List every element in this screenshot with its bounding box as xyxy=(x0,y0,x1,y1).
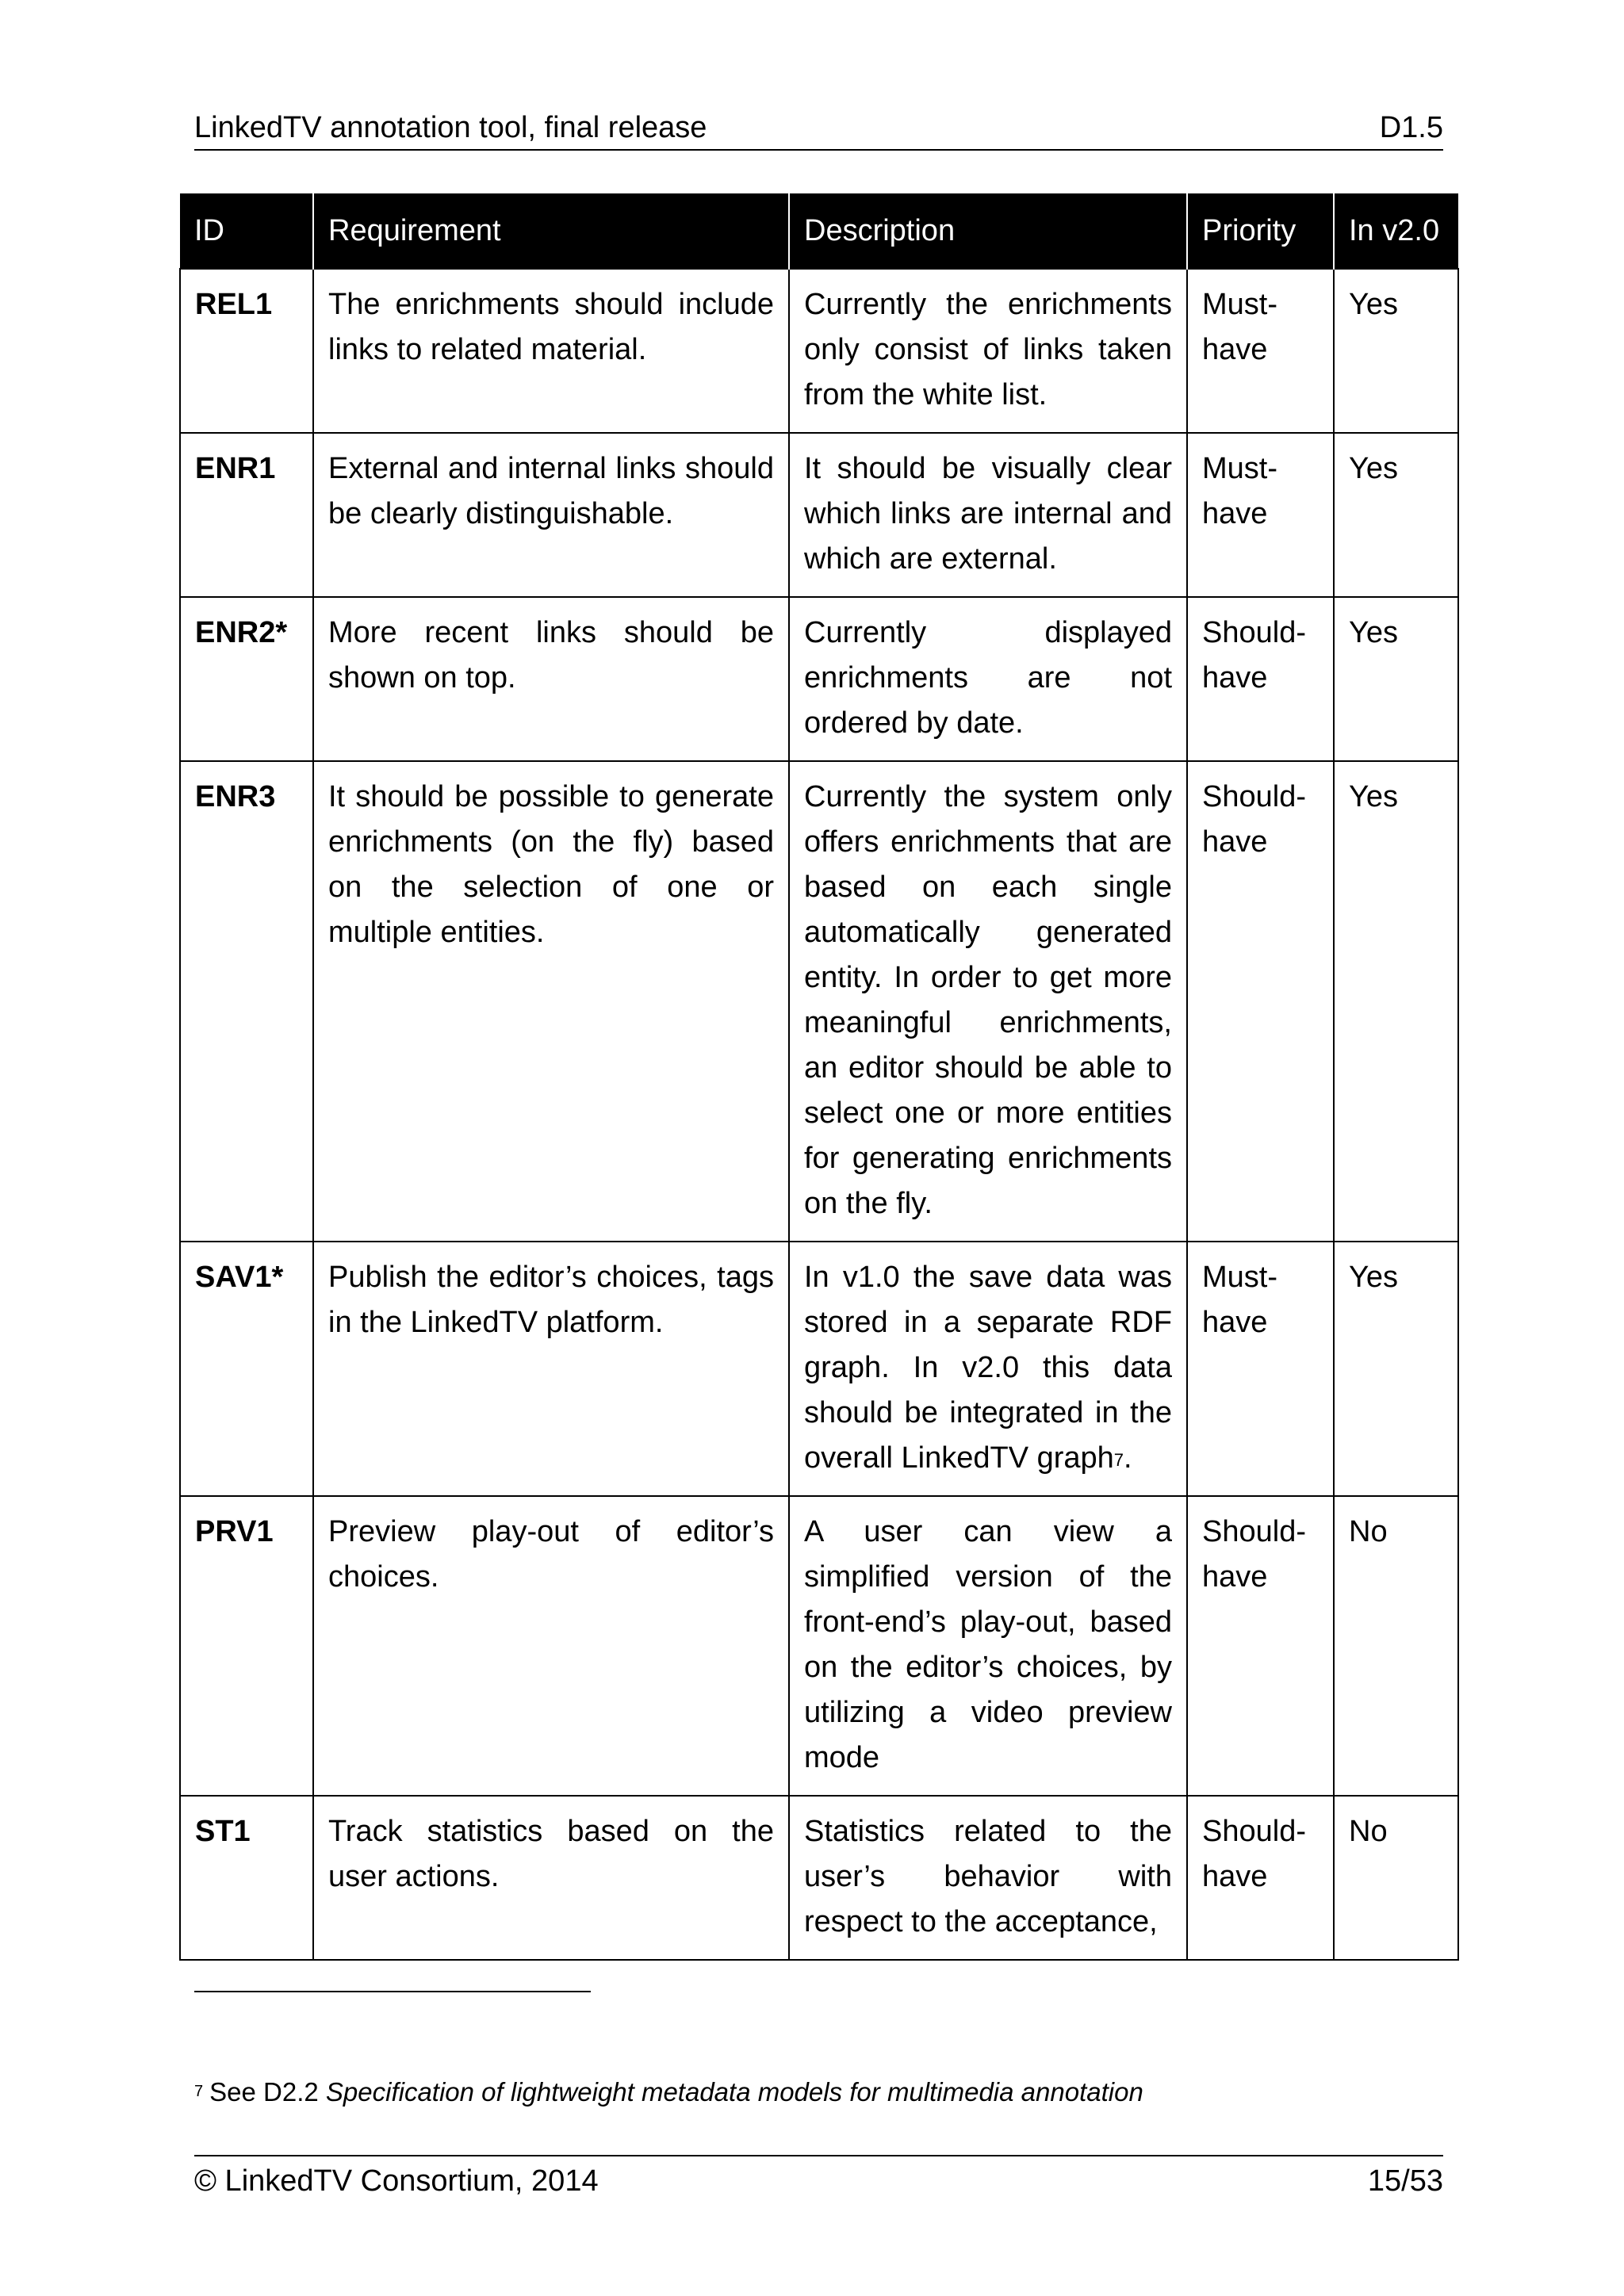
page-number: 15/53 xyxy=(1367,2164,1443,2198)
column-header-id: ID xyxy=(180,193,313,269)
table-body xyxy=(180,269,1458,1960)
document-title: LinkedTV annotation tool, final release xyxy=(194,111,707,144)
requirement-in-v2: No xyxy=(1334,1796,1458,1960)
column-header-requirement: Requirement xyxy=(313,193,789,269)
requirement-text: Track statistics based on the user actions. xyxy=(313,1796,789,1960)
document-id: D1.5 xyxy=(1379,111,1443,144)
requirement-priority: Must-have xyxy=(1187,1242,1334,1496)
footnote-reference: 7 xyxy=(1113,1450,1124,1470)
requirement-description xyxy=(789,1242,1187,1496)
requirement-priority: Should-have xyxy=(1187,761,1334,1242)
requirement-text: More recent links should be shown on top. xyxy=(313,597,789,761)
requirement-description: A user can view a simplified version of the front-end’s play-out, based on the editor’s choices, by utilizing a video preview mode xyxy=(789,1496,1187,1796)
table-row xyxy=(180,269,1458,433)
table-row xyxy=(180,1242,1458,1496)
requirement-description: Currently the enrichments only consist of links taken from the white list. xyxy=(789,269,1187,433)
requirement-priority: Must-have xyxy=(1187,269,1334,433)
copyright-text: © LinkedTV Consortium, 2014 xyxy=(194,2164,599,2198)
requirements-table xyxy=(179,193,1459,1961)
description-tail: . xyxy=(1124,1441,1132,1475)
footnote-prefix: See D2.2 xyxy=(209,2077,326,2107)
requirement-text: The enrichments should include links to related material. xyxy=(313,269,789,433)
column-header-priority: Priority xyxy=(1187,193,1334,269)
requirement-in-v2: No xyxy=(1334,1496,1458,1796)
requirement-id: ENR1 xyxy=(180,433,313,597)
requirement-description: Statistics related to the user’s behavior with respect to the acceptance, xyxy=(789,1796,1187,1960)
table-header-row xyxy=(180,193,1458,269)
table-row xyxy=(180,597,1458,761)
requirement-in-v2: Yes xyxy=(1334,433,1458,597)
requirement-id: PRV1 xyxy=(180,1496,313,1796)
requirement-priority: Should-have xyxy=(1187,597,1334,761)
column-header-in-v2: In v2.0 xyxy=(1334,193,1458,269)
requirement-id: SAV1* xyxy=(180,1242,313,1496)
requirement-priority: Should-have xyxy=(1187,1496,1334,1796)
requirement-id: ENR2* xyxy=(180,597,313,761)
requirement-priority: Should-have xyxy=(1187,1796,1334,1960)
footnote xyxy=(194,2077,1143,2107)
requirement-id: ENR3 xyxy=(180,761,313,1242)
page-footer xyxy=(194,2155,1443,2198)
requirement-description: Currently the system only offers enrichments that are based on each single automatically generated entity. In order to get more meaningful enrichments, an editor should be able to select one or more entities for generating enrichments on the fly. xyxy=(789,761,1187,1242)
requirement-description: Currently displayed enrichments are not ordered by date. xyxy=(789,597,1187,761)
footnote-separator xyxy=(194,1991,591,1992)
page-header xyxy=(194,111,1443,151)
requirement-id: ST1 xyxy=(180,1796,313,1960)
requirement-text: Preview play-out of editor’s choices. xyxy=(313,1496,789,1796)
requirement-in-v2: Yes xyxy=(1334,597,1458,761)
table-row xyxy=(180,1796,1458,1960)
requirement-in-v2: Yes xyxy=(1334,1242,1458,1496)
description-text: In v1.0 the save data was stored in a separate RDF graph. In v2.0 this data should be integrated in the overall LinkedTV graph xyxy=(804,1261,1172,1475)
requirement-id: REL1 xyxy=(180,269,313,433)
requirement-text: It should be possible to generate enrichments (on the fly) based on the selection of one or multiple entities. xyxy=(313,761,789,1242)
requirement-in-v2: Yes xyxy=(1334,761,1458,1242)
requirement-text: Publish the editor’s choices, tags in the LinkedTV platform. xyxy=(313,1242,789,1496)
requirement-description: It should be visually clear which links are internal and which are external. xyxy=(789,433,1187,597)
table-header xyxy=(180,193,1458,269)
footnote-title: Specification of lightweight metadata models for multimedia annotation xyxy=(325,2077,1143,2107)
column-header-description: Description xyxy=(789,193,1187,269)
requirement-text: External and internal links should be clearly distinguishable. xyxy=(313,433,789,597)
table-row xyxy=(180,761,1458,1242)
table-row xyxy=(180,433,1458,597)
requirement-in-v2: Yes xyxy=(1334,269,1458,433)
footnote-number: 7 xyxy=(194,2083,204,2100)
requirement-priority: Must-have xyxy=(1187,433,1334,597)
table-row xyxy=(180,1496,1458,1796)
